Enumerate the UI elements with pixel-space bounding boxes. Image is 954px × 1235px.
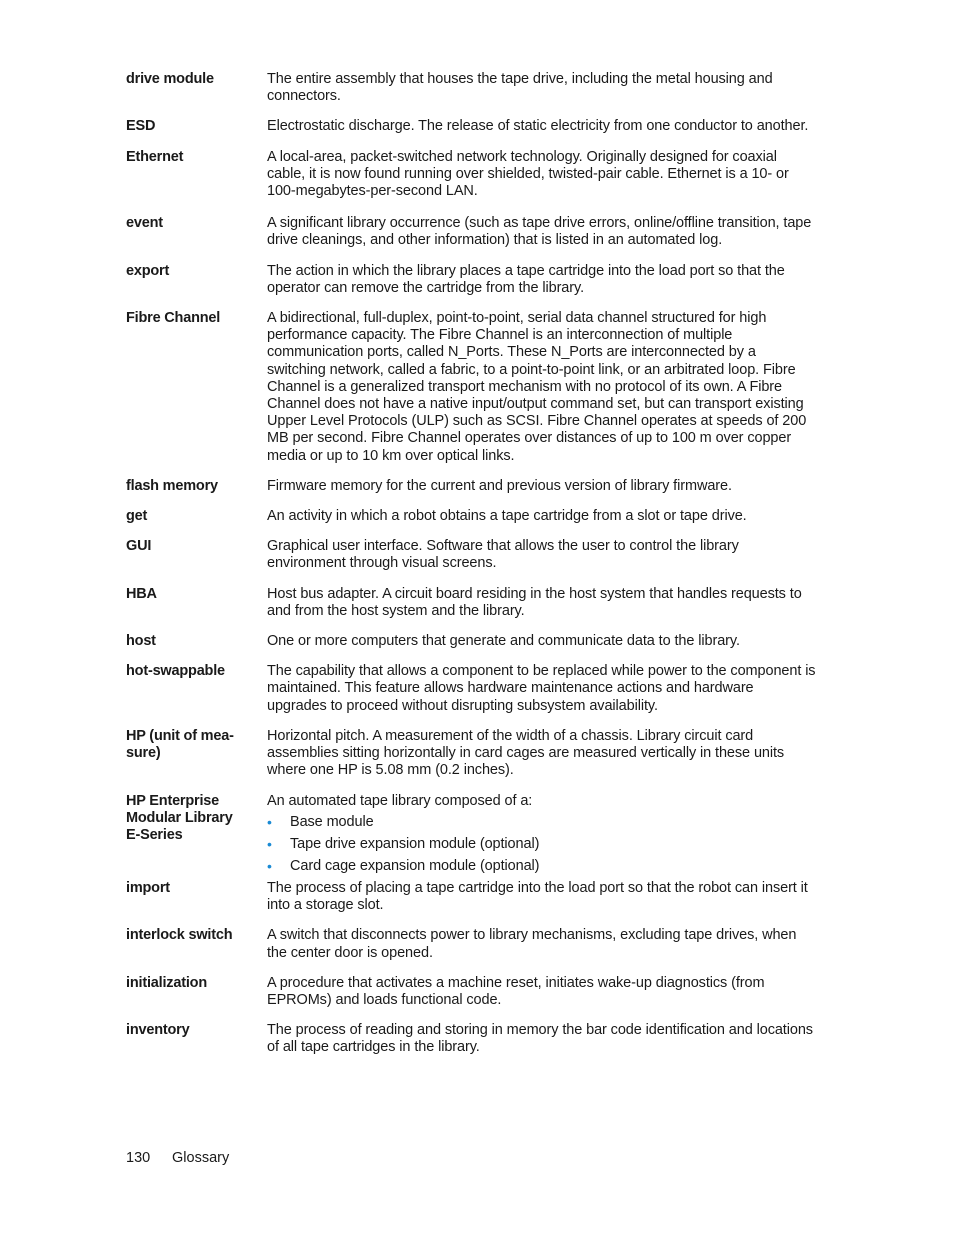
- bullet-dot-icon: •: [267, 835, 272, 852]
- page-footer: [126, 1150, 229, 1166]
- glossary-definition: [267, 586, 816, 620]
- glossary-term: import: [126, 879, 170, 896]
- glossary-term: HP Enterprise Modular Library E-Series: [126, 792, 233, 843]
- bullet-item: [267, 836, 816, 853]
- glossary-entry: [126, 149, 816, 201]
- glossary-entry: [126, 663, 816, 715]
- glossary-entry: [126, 215, 816, 249]
- definition-text: The entire assembly that houses the tape drive, including the metal housing and connectors.: [267, 71, 773, 105]
- definition-text: The process of reading and storing in memory the bar code identification and locations of all tape cartridges in the library.: [267, 1022, 813, 1056]
- glossary-term: flash memory: [126, 477, 218, 494]
- glossary-definition: [267, 215, 816, 249]
- definition-text: A local-area, packet-switched network technology. Originally designed for coaxial cable, it is now found running over shielded, twisted-pair cable. Ethernet is a 10- or 100-megabytes-per-second LAN.: [267, 148, 789, 200]
- glossary-definition: [267, 478, 816, 495]
- glossary-entry: [126, 478, 816, 495]
- definition-text: Electrostatic discharge. The release of static electricity from one conductor to another.: [267, 118, 809, 135]
- glossary-term: event: [126, 215, 163, 232]
- glossary-definition: [267, 793, 816, 875]
- definition-text: One or more computers that generate and communicate data to the library.: [267, 633, 740, 650]
- glossary-entry: [126, 728, 816, 780]
- glossary-entry: [126, 793, 816, 875]
- bullet-text: Base module: [290, 813, 374, 830]
- definition-text: A bidirectional, full-duplex, point-to-point, serial data channel structured for high performance capacity. The Fibre Channel is an interconnection of multiple communication ports, called N_Ports. These N_Ports are interconnected by a switching network, called a fabric, to a point-to-point link, or an arbitrated loop. Fibre Channel is a generalized transport mechanism with no protocol of its own. A Fibre Channel does not have a native input/output command set, but can transport existing Upper Level Protocols (ULP) such as SCSI. Fibre Channel operates at speeds of 200 MB per second. Fibre Channel operates over distances of up to 100 m over copper media or up to 10 km over optical links.: [267, 310, 807, 464]
- glossary-entry: [126, 71, 816, 105]
- footer-section: Glossary: [172, 1150, 230, 1166]
- glossary-definition: [267, 880, 816, 914]
- bullet-list: [267, 814, 816, 875]
- glossary-definition: [267, 663, 816, 715]
- glossary-definition: [267, 1022, 816, 1056]
- glossary-term: ESD: [126, 118, 156, 135]
- definition-text: An activity in which a robot obtains a tape cartridge from a slot or tape drive.: [267, 508, 747, 525]
- definition-text: The action in which the library places a tape cartridge into the load port so that the operator can remove the cartridge from the library.: [267, 262, 785, 296]
- bullet-dot-icon: •: [267, 813, 272, 830]
- bullet-text: Tape drive expansion module (optional): [290, 835, 540, 852]
- bullet-dot-icon: •: [267, 857, 272, 874]
- definition-text: Firmware memory for the current and previous version of library firmware.: [267, 477, 732, 494]
- glossary-term: initialization: [126, 974, 207, 991]
- glossary-term: Ethernet: [126, 148, 184, 165]
- glossary-definition: [267, 633, 816, 650]
- bullet-text: Card cage expansion module (optional): [290, 857, 540, 874]
- definition-text: Graphical user interface. Software that allows the user to control the library environment through visual screens.: [267, 538, 739, 572]
- glossary-definition: [267, 728, 816, 780]
- glossary-entry: [126, 586, 816, 620]
- glossary-definition: [267, 927, 816, 961]
- glossary-term: GUI: [126, 538, 152, 555]
- glossary-definition: [267, 310, 816, 465]
- glossary-term: interlock switch: [126, 927, 233, 944]
- glossary-definition: [267, 263, 816, 297]
- glossary-definition: [267, 538, 816, 572]
- glossary-definition: [267, 508, 816, 525]
- glossary-definition: [267, 118, 816, 135]
- definition-text: A procedure that activates a machine reset, initiates wake-up diagnostics (from EPROMs) and loads functional code.: [267, 974, 765, 1008]
- glossary-entry: [126, 538, 816, 572]
- glossary-entry: [126, 263, 816, 297]
- definition-text: The capability that allows a component to be replaced while power to the component is maintained. This feature allows hardware maintenance actions and hardware upgrades to proceed without disrupting subsystem availability.: [267, 663, 816, 714]
- page-number: 130: [126, 1150, 151, 1166]
- glossary-term: get: [126, 508, 148, 525]
- glossary-term: export: [126, 262, 170, 279]
- glossary-term: hot-swappable: [126, 663, 225, 680]
- glossary-entry: [126, 880, 816, 914]
- definition-text: Host bus adapter. A circuit board residing in the host system that handles requests to and from the host system and the library.: [267, 585, 802, 619]
- definition-text: The process of placing a tape cartridge into the load port so that the robot can insert it into a storage slot.: [267, 879, 808, 914]
- glossary-entry: [126, 633, 816, 650]
- glossary-entry: [126, 118, 816, 135]
- glossary-term: Fibre Channel: [126, 310, 221, 327]
- glossary-term: inventory: [126, 1022, 190, 1039]
- glossary-definition: [267, 975, 816, 1009]
- definition-text: An automated tape library composed of a:: [267, 792, 533, 809]
- glossary-term: HP (unit of mea- sure): [126, 727, 234, 762]
- glossary-entry: [126, 310, 816, 465]
- glossary-term: drive module: [126, 71, 214, 87]
- definition-text: A significant library occurrence (such as tape drive errors, online/offline transition, tape drive cleanings, and other information) that is listed in an automated log.: [267, 215, 812, 249]
- glossary-entry: [126, 975, 816, 1009]
- glossary-entry: [126, 508, 816, 525]
- bullet-item: [267, 858, 816, 875]
- glossary-term: HBA: [126, 585, 157, 602]
- glossary-list: [126, 58, 816, 1057]
- glossary-term: host: [126, 633, 156, 650]
- glossary-entry: [126, 1022, 816, 1056]
- glossary-entry: [126, 927, 816, 961]
- glossary-definition: [267, 149, 816, 201]
- glossary-definition: [267, 71, 816, 105]
- definition-text: A switch that disconnects power to library mechanisms, excluding tape drives, when the center door is opened.: [267, 927, 797, 961]
- bullet-item: [267, 814, 816, 831]
- definition-text: Horizontal pitch. A measurement of the width of a chassis. Library circuit card assemblies sitting horizontally in card cages are measured vertically in these units where one HP is 5.08 mm (0.2 inches).: [267, 727, 785, 779]
